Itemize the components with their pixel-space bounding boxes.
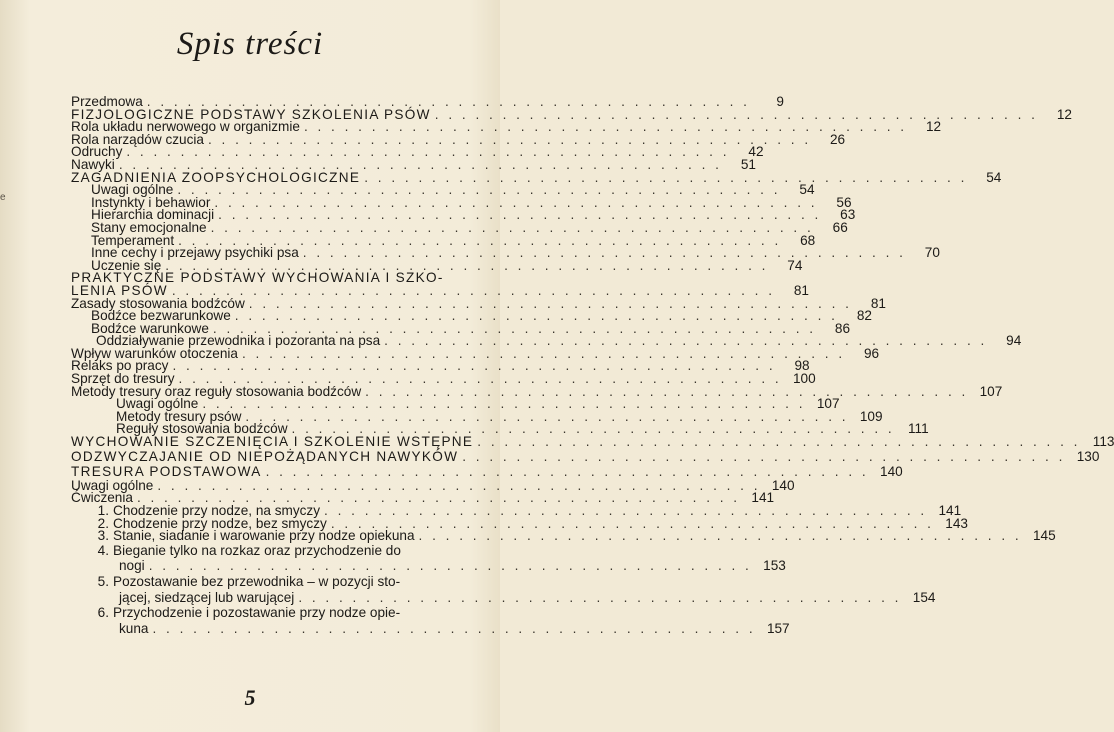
toc-entry-text: Stanie, siadanie i warowanie przy nodze opiekuna: [113, 528, 415, 544]
toc-entry-text: jącej, siedzącej lub warującej: [119, 589, 295, 605]
toc-entry-text: Ćwiczenia: [71, 490, 133, 506]
toc-entry-page: 12: [1056, 106, 1072, 122]
toc-leader-dots: . . . . . . . . . . . . . . . . . . . . . . . . . . . . . . . . . . . . . . . . . . . . .: [214, 194, 818, 210]
toc-entry-page: 54: [799, 182, 815, 198]
toc-leader-dots: . . . . . . . . . . . . . . . . . . . . . . . . . . . . . . . . . . . . . . . . . . . . .: [152, 620, 756, 636]
toc-entry-text: Uwagi ogólne: [71, 477, 154, 493]
toc-entry-text: Chodzenie przy nodze, na smyczy: [113, 503, 321, 518]
toc-entry-page: 98: [794, 358, 810, 374]
toc-entry-page: 82: [856, 308, 872, 324]
toc-leader-dots: . . . . . . . . . . . . . . . . . . . . . . . . . . . . . . . . . . . . . . . . . . . . .: [202, 396, 806, 412]
toc-leader-dots: . . . . . . . . . . . . . . . . . . . . . . . . . . . . . . . . . . . . . . . . . . . . .: [207, 131, 812, 147]
toc-leader-dots: . . . . . . . . . . . . . . . . . . . . . . . . . . . . . . . . . . . . . . . . . . . . .: [365, 383, 969, 399]
toc-leader-dots: . . . . . . . . . . . . . . . . . . . . . . . . . . . . . . . . . . . . . . . . . . . . .: [248, 295, 852, 311]
toc-entry-text: Rola układu nerwowego w organizmie: [71, 119, 300, 135]
toc-leader-dots: . . . . . . . . . . . . . . . . . . . . . . . . . . . . . . . . . . . . . . . . . . . . .: [146, 94, 750, 109]
toc-entry-text: Uczenie się: [91, 257, 162, 273]
toc-entry-number: 3.: [97, 528, 109, 544]
toc-entry-text: Uwagi ogólne: [91, 182, 174, 198]
toc-leader-dots: . . . . . . . . . . . . . . . . . . . . . . . . . . . . . . . . . . . . . . . . . . . . .: [148, 558, 752, 574]
table-of-contents: [71, 94, 1114, 636]
toc-leader-dots: . . . . . . . . . . . . . . . . . . . . . . . . . . . . . . . . . . . . . . . . . . . . .: [177, 182, 781, 198]
toc-entry-text: Oddziaływanie przewodnika i pozoranta na psa: [96, 333, 381, 349]
toc-entry-text: Stany emocjonalne: [91, 219, 207, 235]
toc-entry-page: 157: [766, 620, 790, 636]
toc-entry-page: 12: [925, 119, 942, 135]
toc-entry-text: Uwagi ogólne: [116, 396, 199, 412]
toc-entry-title: [71, 449, 458, 465]
toc-entry-page: 70: [924, 245, 940, 261]
toc-leader-dots: . . . . . . . . . . . . . . . . . . . . . . . . . . . . . . . . . . . . . . . . . . . . .: [118, 156, 722, 172]
page-title: Spis treści: [176, 26, 324, 62]
toc-entry-text: Instynkty i behawior: [91, 194, 211, 210]
toc-leader-dots: . . . . . . . . . . . . . . . . . . . . . . . . . . . . . . . . . . . . . . . . . . . . .: [157, 477, 761, 493]
toc-entry-text: Zasady stosowania bodźców: [71, 295, 245, 311]
toc-leader-dots: . . . . . . . . . . . . . . . . . . . . . . . . . . . . . . . . . . . . . . . . . . . . .: [418, 528, 1022, 544]
toc-entry-page: 96: [863, 345, 880, 361]
toc-leader-dots: . . . . . . . . . . . . . . . . . . . . . . . . . . . . . . . . . . . . . . . . . . . . .: [302, 245, 906, 261]
toc-leader-dots: . . . . . . . . . . . . . . . . . . . . . . . . . . . . . . . . . . . . . . . . . . . . .: [136, 490, 741, 506]
toc-entry-text: TRESURA PODSTAWOWA: [71, 464, 262, 480]
toc-entry-page: 107: [816, 396, 840, 412]
toc-entry-page: 74: [787, 257, 803, 273]
toc-entry-number: 5.: [97, 573, 109, 589]
toc-entry-page: 153: [763, 558, 786, 574]
toc-entry-title: [71, 574, 400, 590]
toc-entry-page: 143: [945, 515, 968, 531]
toc-entry-text: Chodzenie przy nodze, bez smyczy: [113, 515, 327, 531]
toc-entry-text: Sprzęt do tresury: [71, 371, 175, 387]
toc-entry-page: 66: [832, 219, 848, 235]
toc-entry-page: 56: [836, 194, 852, 210]
toc-entry-page: 54: [986, 169, 1002, 185]
toc-entry-page: 100: [792, 371, 816, 387]
toc-entry-page: 111: [908, 421, 929, 437]
toc-entry: [71, 543, 475, 559]
toc-entry-text: nogi: [119, 558, 145, 574]
toc-leader-dots: . . . . . . . . . . . . . . . . . . . . . . . . . . . . . . . . . . . . . . . . . . . . .: [171, 282, 775, 298]
toc-entry-page: 26: [830, 131, 846, 147]
toc-entry-page: 141: [751, 490, 775, 506]
toc-leader-dots: . . . . . . . . . . . . . . . . . . . . . . . . . . . . . . . . . . . . . . . . . . . . .: [330, 515, 934, 531]
toc-entry-text: Pozostawanie bez przewodnika – w pozycji sto-: [113, 573, 401, 589]
toc-entry: [71, 528, 1056, 544]
toc-entry-text: LENIA PSÓW: [71, 282, 168, 298]
toc-entry-text: kuna: [119, 620, 149, 636]
toc-entry-text: Nawyki: [71, 156, 115, 172]
toc-entry-number: 1.: [97, 503, 109, 518]
toc-entry-title: [71, 621, 148, 637]
toc-entry-title: [71, 543, 401, 559]
toc-leader-dots: . . . . . . . . . . . . . . . . . . . . . . . . . . . . . . . . . . . . . . . . . . . . .: [234, 308, 838, 324]
toc-entry-page: 113: [1092, 434, 1114, 450]
toc-entry-text: Relaks po pracy: [71, 358, 169, 374]
toc-entry-page: 141: [938, 503, 962, 518]
toc-entry: [71, 574, 475, 590]
toc-entry-text: Bodźce warunkowe: [91, 320, 209, 336]
toc-entry-text: Przychodzenie i pozostawanie przy nodze opie-: [113, 605, 401, 621]
toc-entry-page: 42: [748, 144, 764, 160]
toc-leader-dots: . . . . . . . . . . . . . . . . . . . . . . . . . . . . . . . . . . . . . . . . . . . . .: [291, 421, 895, 437]
toc-entry-text: FIZJOLOGICZNE PODSTAWY SZKOLENIA PSÓW: [71, 106, 431, 122]
toc-entry-text: PRAKTYCZNE PODSTAWY WYCHOWANIA I SZKO-: [71, 270, 444, 286]
toc-entry-page: 9: [776, 94, 784, 109]
edge-mark: e: [0, 192, 6, 203]
toc-leader-dots: . . . . . . . . . . . . . . . . . . . . . . . . . . . . . . . . . . . . . . . . . . . . .: [172, 358, 776, 374]
toc-entry-page: 81: [793, 282, 809, 298]
toc-entry-page: 140: [880, 464, 903, 480]
toc-entry-title: [71, 436, 473, 449]
toc-entry-page: 145: [1032, 528, 1056, 544]
toc-leader-dots: . . . . . . . . . . . . . . . . . . . . . . . . . . . . . . . . . . . . . . . . . . . . .: [245, 408, 849, 424]
toc-entry-page: 86: [834, 320, 851, 336]
toc-entry-page: 51: [740, 156, 756, 172]
toc-leader-dots: . . . . . . . . . . . . . . . . . . . . . . . . . . . . . . . . . . . . . . . . . . . . .: [303, 119, 908, 135]
toc-entry-title: [71, 530, 415, 543]
toc-entry-text: ODZWYCZAJANIE OD NIEPOŻĄDANYCH NAWYKÓW: [71, 448, 459, 464]
toc-leader-dots: . . . . . . . . . . . . . . . . . . . . . . . . . . . . . . . . . . . . . . . . . . . . .: [364, 169, 968, 185]
toc-entry: [71, 605, 475, 621]
toc-entry-page: 63: [840, 207, 856, 223]
toc-entry-page: 81: [870, 295, 886, 311]
toc-leader-dots: . . . . . . . . . . . . . . . . . . . . . . . . . . . . . . . . . . . . . . . . . . . . .: [178, 371, 782, 387]
toc-entry-text: Reguły stosowania bodźców: [116, 421, 288, 437]
toc-leader-dots: . . . . . . . . . . . . . . . . . . . . . . . . . . . . . . . . . . . . . . . . . . . . .: [241, 345, 846, 361]
toc-leader-dots: . . . . . . . . . . . . . . . . . . . . . . . . . . . . . . . . . . . . . . . . . . . . .: [384, 333, 988, 349]
toc-entry: [71, 448, 1100, 465]
toc-entry-page: 109: [859, 408, 883, 424]
toc-entry-text: Przedmowa: [71, 94, 143, 109]
toc-entry-title: [71, 605, 400, 621]
toc-leader-dots: . . . . . . . . . . . . . . . . . . . . . . . . . . . . . . . . . . . . . . . . . . . . .: [178, 232, 782, 248]
toc-entry-page: 140: [771, 477, 795, 493]
toc-leader-dots: . . . . . . . . . . . . . . . . . . . . . . . . . . . . . . . . . . . . . . . . . . . . .: [212, 320, 817, 336]
toc-entry-page: 94: [1006, 333, 1022, 349]
toc-entry-text: Metody tresury psów: [116, 408, 242, 424]
toc-leader-dots: . . . . . . . . . . . . . . . . . . . . . . . . . . . . . . . . . . . . . . . . . . . . .: [218, 207, 822, 223]
toc-leader-dots: . . . . . . . . . . . . . . . . . . . . . . . . . . . . . . . . . . . . . . . . . . . . .: [126, 144, 730, 160]
toc-leader-dots: . . . . . . . . . . . . . . . . . . . . . . . . . . . . . . . . . . . . . . . . . . . . .: [210, 219, 814, 235]
toc-entry: [71, 434, 1114, 450]
toc-entry: [71, 620, 790, 637]
toc-entry-text: Rola narządów czucia: [71, 131, 204, 147]
toc-leader-dots: . . . . . . . . . . . . . . . . . . . . . . . . . . . . . . . . . . . . . . . . . . . . .: [298, 589, 902, 605]
toc-entry-title: [71, 558, 145, 574]
toc-entry-text: Bodźce bezwarunkowe: [91, 308, 231, 324]
toc-entry-text: Bieganie tylko na rozkaz oraz przychodzenie do: [113, 542, 401, 558]
toc-entry-page: 107: [979, 383, 1003, 399]
toc-entry-number: 4.: [97, 542, 109, 558]
toc-leader-dots: . . . . . . . . . . . . . . . . . . . . . . . . . . . . . . . . . . . . . . . . . . . . .: [165, 257, 769, 273]
toc-entry-page: 68: [800, 232, 816, 248]
toc-leader-dots: . . . . . . . . . . . . . . . . . . . . . . . . . . . . . . . . . . . . . . . . . . . . .: [324, 503, 928, 518]
toc-entry-title: [71, 590, 294, 606]
toc-entry-text: Metody tresury oraz reguły stosowania bodźców: [71, 383, 362, 399]
toc-entry-page: 154: [912, 589, 936, 605]
toc-entry-text: Inne cechy i przejawy psychiki psa: [91, 245, 299, 261]
toc-entry-text: WYCHOWANIE SZCZENIĘCIA I SZKOLENIE WSTĘPNE: [71, 434, 474, 450]
toc-leader-dots: . . . . . . . . . . . . . . . . . . . . . . . . . . . . . . . . . . . . . . . . . . . . .: [477, 434, 1081, 450]
toc-leader-dots: . . . . . . . . . . . . . . . . . . . . . . . . . . . . . . . . . . . . . . . . . . . . .: [462, 448, 1066, 464]
toc-leader-dots: . . . . . . . . . . . . . . . . . . . . . . . . . . . . . . . . . . . . . . . . . . . . .: [265, 464, 869, 480]
toc-entry: [71, 589, 936, 606]
toc-entry-text: Wpływ warunków otoczenia: [71, 345, 238, 361]
toc-entry-text: Odruchy: [71, 144, 123, 160]
toc-entry: [71, 558, 786, 574]
toc-entry-number: 6.: [97, 605, 109, 621]
toc-entry-text: Hierarchia dominacji: [91, 207, 215, 223]
toc-entry-text: Temperament: [91, 232, 175, 248]
toc-entry-number: 2.: [97, 515, 109, 531]
toc-entry-text: ZAGADNIENIA ZOOPSYCHOLOGICZNE: [71, 169, 361, 185]
toc-entry-page: 130: [1076, 448, 1100, 464]
page-number: 5: [244, 685, 256, 710]
toc-leader-dots: . . . . . . . . . . . . . . . . . . . . . . . . . . . . . . . . . . . . . . . . . . . . .: [434, 106, 1038, 122]
